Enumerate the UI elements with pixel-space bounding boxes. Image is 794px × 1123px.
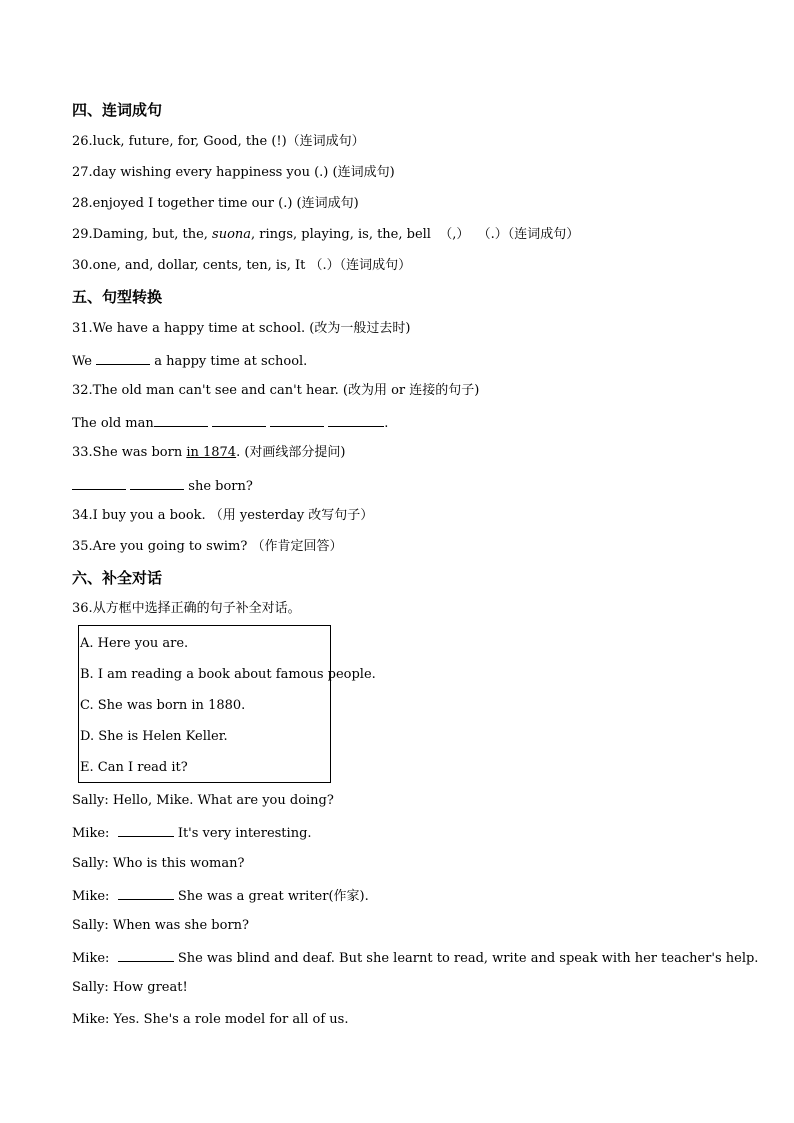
question-26: 26.luck, future, for, Good, the (!)（连词成句） xyxy=(72,134,365,149)
question-29-italic-word: suona xyxy=(212,227,252,242)
option-d: D. She is Helen Keller. xyxy=(80,729,228,744)
dialogue-line-3: Sally: Who is this woman? xyxy=(72,856,245,871)
dialogue-text: It's very interesting. xyxy=(173,826,312,841)
question-33-underlined: in 1874 xyxy=(186,445,237,460)
answer-blank[interactable] xyxy=(212,414,266,427)
answer-32-start: The old man xyxy=(72,416,154,431)
answer-blank[interactable] xyxy=(96,352,150,365)
section-heading-6: 六、补全对话 xyxy=(72,569,163,587)
answer-blank[interactable] xyxy=(118,824,174,837)
question-33-end: . (对画线部分提问) xyxy=(236,445,346,460)
speaker-label: Mike: xyxy=(72,951,118,966)
answer-blank[interactable] xyxy=(154,414,208,427)
answer-blank[interactable] xyxy=(118,887,174,900)
question-27: 27.day wishing every happiness you (.) (连词成句) xyxy=(72,165,395,180)
section-heading-5: 五、句型转换 xyxy=(72,288,163,306)
answer-blank[interactable] xyxy=(270,414,324,427)
question-34: 34.I buy you a book. （用 yesterday 改写句子） xyxy=(72,508,374,523)
option-e: E. Can I read it? xyxy=(80,760,188,775)
dialogue-text: She was a great writer(作家). xyxy=(173,889,369,904)
dialogue-line-7: Sally: How great! xyxy=(72,980,188,995)
question-30: 30.one, and, dollar, cents, ten, is, It （.）（连词成句） xyxy=(72,258,412,273)
dialogue-line-8: Mike: Yes. She's a role model for all of us. xyxy=(72,1012,349,1027)
option-b: B. I am reading a book about famous people. xyxy=(80,667,376,682)
answer-33 xyxy=(72,477,253,495)
answer-blank[interactable] xyxy=(328,414,384,427)
dialogue-line-6 xyxy=(72,949,758,967)
question-29 xyxy=(72,227,579,243)
question-31: 31.We have a happy time at school. (改为一般过去时) xyxy=(72,321,411,336)
question-29-part-a: 29.Daming, but, the, xyxy=(72,227,213,242)
answer-31-start: We xyxy=(72,354,97,369)
answer-31 xyxy=(72,352,307,370)
dialogue-line-5: Sally: When was she born? xyxy=(72,918,250,933)
question-29-part-c: , rings, playing, is, the, bell （,） （.）（连词成句） xyxy=(251,227,580,242)
option-c: C. She was born in 1880. xyxy=(80,698,246,713)
answer-blank[interactable] xyxy=(72,477,126,490)
dialogue-text: She was blind and deaf. But she learnt to read, write and speak with her teacher's help. xyxy=(173,951,759,966)
speaker-label: Mike: xyxy=(72,826,118,841)
dialogue-line-2 xyxy=(72,824,312,842)
option-a: A. Here you are. xyxy=(80,636,189,651)
question-35: 35.Are you going to swim? （作肯定回答） xyxy=(72,539,343,554)
answer-blank[interactable] xyxy=(118,949,174,962)
question-33 xyxy=(72,445,346,461)
speaker-label: Mike: xyxy=(72,889,118,904)
dialogue-line-1: Sally: Hello, Mike. What are you doing? xyxy=(72,793,334,808)
dialogue-line-4 xyxy=(72,887,369,905)
answer-32-end: . xyxy=(384,416,389,431)
question-32: 32.The old man can't see and can't hear. (改为用 or 连接的句子) xyxy=(72,383,480,398)
section-heading-4: 四、连词成句 xyxy=(72,101,163,119)
options-box xyxy=(78,625,376,783)
answer-33-end: she born? xyxy=(184,479,253,494)
question-33-start: 33.She was born xyxy=(72,445,187,460)
answer-31-end: a happy time at school. xyxy=(150,354,308,369)
answer-32 xyxy=(72,414,388,432)
question-36: 36.从方框中选择正确的句子补全对话。 xyxy=(72,601,301,616)
answer-blank[interactable] xyxy=(130,477,184,490)
question-28: 28.enjoyed I together time our (.) (连词成句) xyxy=(72,196,359,211)
